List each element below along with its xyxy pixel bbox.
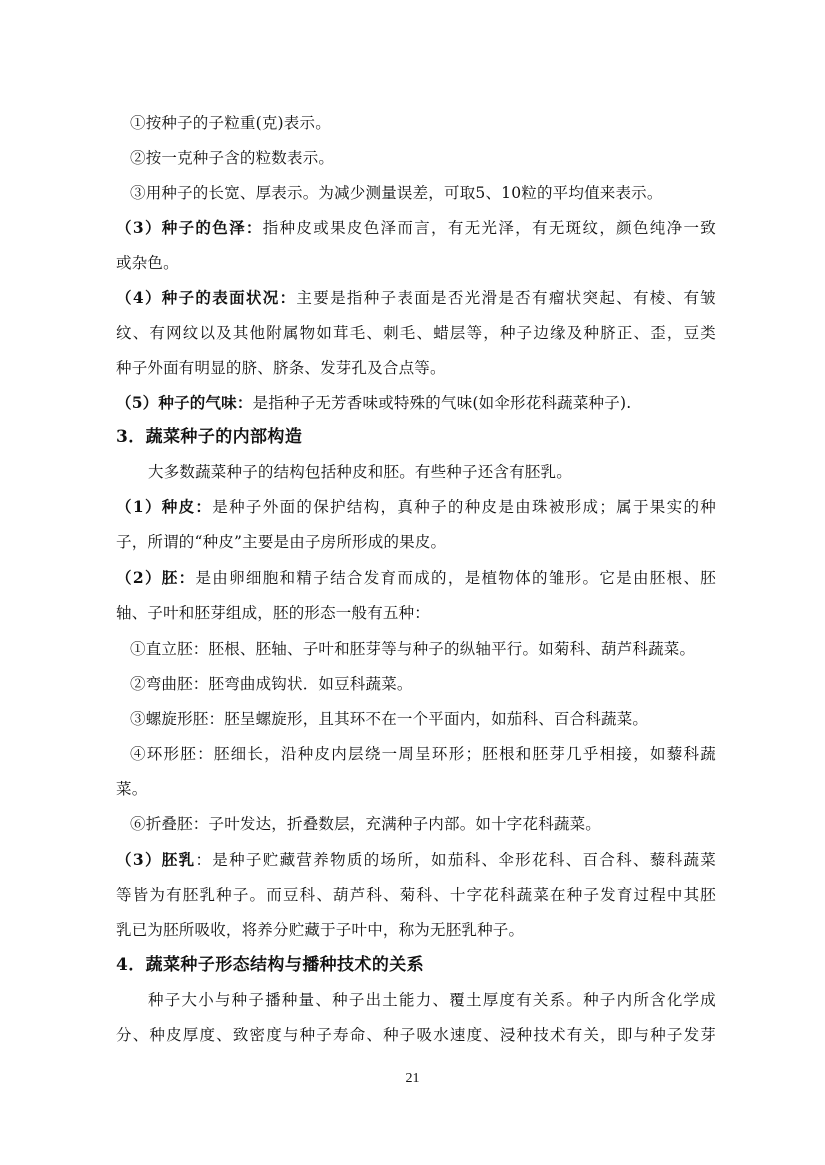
text-line-18: ④环形胚：胚细长，沿种皮内层绕一周呈环形；胚根和胚芽几乎相接，如藜科蔬 xyxy=(130,745,716,763)
text-line-20: ⑥折叠胚：子叶发达，折叠数层，充满种子内部。如十字花科蔬菜。 xyxy=(130,815,602,833)
text-line-15: ①直立胚：胚根、胚轴、子叶和胚芽等与种子的纵轴平行。如菊科、葫芦科蔬菜。 xyxy=(130,640,696,658)
embryo-label: （2）胚： xyxy=(116,568,196,587)
text-line-16: ②弯曲胚：胚弯曲成钩状．如豆科蔬菜。 xyxy=(130,675,413,693)
text-line-23: 乳已为胚所吸收，将养分贮藏于子叶中，称为无胚乳种子。 xyxy=(116,921,525,939)
text-line-14: 轴、子叶和胚芽组成，胚的形态一般有五种： xyxy=(116,604,431,622)
seed-smell-text: 是指种子无芳香味或特殊的气味(如伞形花科蔬菜种子). xyxy=(252,394,632,412)
seed-coat-text: 是种子外面的保护结构，真种子的种皮是由珠被形成；属于果实的种 xyxy=(212,498,716,516)
text-line-1: ①按种子的子粒重(克)表示。 xyxy=(130,114,331,132)
section-heading-3: 3．蔬菜种子的内部构造 xyxy=(116,427,303,447)
text-line-21 xyxy=(116,850,716,870)
text-line-5: 或杂色。 xyxy=(116,254,179,272)
text-line-12: 子，所谓的“种皮”主要是由子房所形成的果皮。 xyxy=(116,533,447,551)
text-line-22: 等皆为有胚乳种子。而豆科、葫芦科、菊科、十字花科蔬菜在种子发育过程中其胚 xyxy=(116,886,716,904)
text-line-8: 种子外面有明显的脐、脐条、发芽孔及合点等。 xyxy=(116,359,446,377)
seed-coat-label: （1）种皮： xyxy=(116,497,213,516)
seed-color-label: （3）种子的色泽： xyxy=(116,218,263,237)
section-heading-4: 4．蔬菜种子形态结构与播种技术的关系 xyxy=(116,955,425,975)
seed-surface-label: （4）种子的表面状况： xyxy=(116,288,297,307)
seed-color-text: 指种皮或果皮色泽而言，有无光泽，有无斑纹，颜色纯净一致 xyxy=(262,219,716,237)
seed-smell-label: （5）种子的气味： xyxy=(116,393,253,412)
text-line-17: ③螺旋形胚：胚呈螺旋形，且其环不在一个平面内，如茄科、百合科蔬菜。 xyxy=(130,710,649,728)
text-line-7: 纹、有网纹以及其他附属物如茸毛、刺毛、蜡层等，种子边缘及种脐正、歪，豆类 xyxy=(116,324,716,342)
page-number: 21 xyxy=(405,1071,420,1086)
text-line-25: 分、种皮厚度、致密度与种子寿命、种子吸水速度、浸种技术有关，即与种子发芽 xyxy=(116,1026,716,1044)
text-line-9 xyxy=(116,393,716,413)
endosperm-text: ：是种子贮藏营养物质的场所，如茄科、伞形花科、百合科、藜科蔬菜 xyxy=(195,851,716,869)
endosperm-label: （3）胚乳 xyxy=(116,850,196,869)
text-line-11 xyxy=(116,497,716,517)
text-line-19: 菜。 xyxy=(116,780,148,798)
text-line-3: ③用种子的长宽、厚表示。为减少测量误差，可取5、10粒的平均值来表示。 xyxy=(130,184,663,202)
text-line-2: ②按一克种子含的粒数表示。 xyxy=(130,149,335,167)
text-line-24: 种子大小与种子播种量、种子出土能力、覆土厚度有关系。种子内所含化学成 xyxy=(148,991,716,1009)
text-line-13 xyxy=(116,568,716,588)
seed-surface-text: 主要是指种子表面是否光滑是否有瘤状突起、有棱、有皱 xyxy=(296,289,716,307)
text-line-6 xyxy=(116,288,716,308)
embryo-text: 是由卵细胞和精子结合发育而成的，是植物体的雏形。它是由胚根、胚 xyxy=(195,569,716,587)
text-line-10: 大多数蔬菜种子的结构包括种皮和胚。有些种子还含有胚乳。 xyxy=(148,463,572,481)
text-line-4 xyxy=(116,218,716,238)
